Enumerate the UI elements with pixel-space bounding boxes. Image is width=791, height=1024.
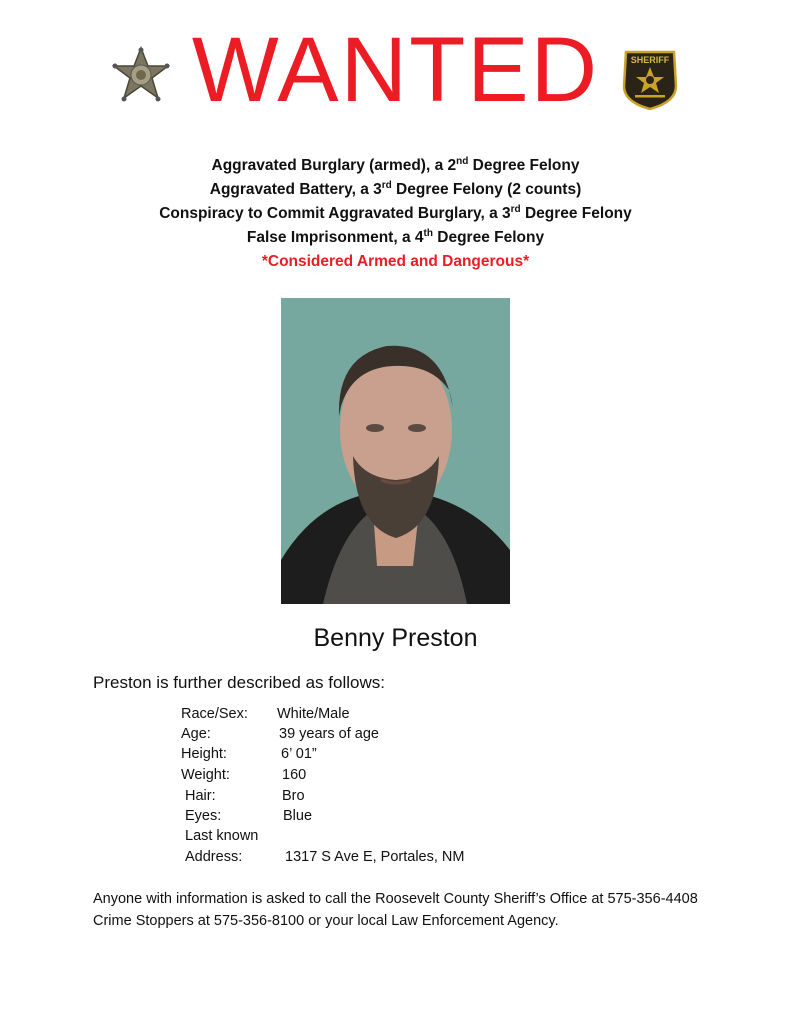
suspect-name: Benny Preston bbox=[313, 624, 478, 652]
charges-list bbox=[0, 154, 791, 274]
armed-warning: *Considered Armed and Dangerous* bbox=[261, 253, 530, 270]
charge-line: Aggravated Burglary (armed), a 2nd Degree Felony bbox=[211, 155, 580, 174]
contact-line-sheriff: Anyone with information is asked to call the Roosevelt County Sheriff’s Office at 575-356-4408 bbox=[93, 891, 698, 907]
suspect-photo bbox=[281, 298, 510, 604]
suspect-portrait-icon bbox=[281, 298, 510, 604]
age-value: 39 years of age bbox=[279, 726, 379, 742]
sheriff-patch-icon bbox=[620, 48, 680, 110]
description-intro: Preston is further described as follows: bbox=[93, 673, 385, 692]
age-label: Age: bbox=[181, 726, 211, 742]
wanted-title: WANTED bbox=[191, 19, 600, 121]
address-label: Address: bbox=[185, 849, 243, 865]
eyes-value: Blue bbox=[283, 808, 313, 824]
sheriff-patch-text: SHERIFF bbox=[630, 55, 670, 65]
height-label: Height: bbox=[181, 746, 227, 762]
race-sex-label: Race/Sex: bbox=[181, 706, 248, 722]
contact-line-crime-stoppers: Crime Stoppers at 575-356-8100 or your local Law Enforcement Agency. bbox=[93, 913, 559, 929]
address-value: 1317 S Ave E, Portales, NM bbox=[285, 849, 465, 865]
charge-line: False Imprisonment, a 4th Degree Felony bbox=[246, 227, 545, 246]
charge-line: Aggravated Battery, a 3rd Degree Felony (2 counts) bbox=[209, 179, 582, 198]
charge-line: Conspiracy to Commit Aggravated Burglary, a 3rd Degree Felony bbox=[159, 203, 632, 222]
hair-value: Bro bbox=[282, 788, 305, 804]
height-value: 6’ 01” bbox=[281, 746, 317, 762]
weight-value: 160 bbox=[282, 767, 307, 783]
contact-info bbox=[93, 888, 698, 932]
star-badge-icon bbox=[110, 46, 172, 108]
race-sex-value: White/Male bbox=[277, 706, 350, 722]
weight-label: Weight: bbox=[181, 767, 230, 783]
last-known-label: Last known bbox=[185, 828, 259, 844]
eyes-label: Eyes: bbox=[185, 808, 222, 824]
hair-label: Hair: bbox=[185, 788, 216, 804]
